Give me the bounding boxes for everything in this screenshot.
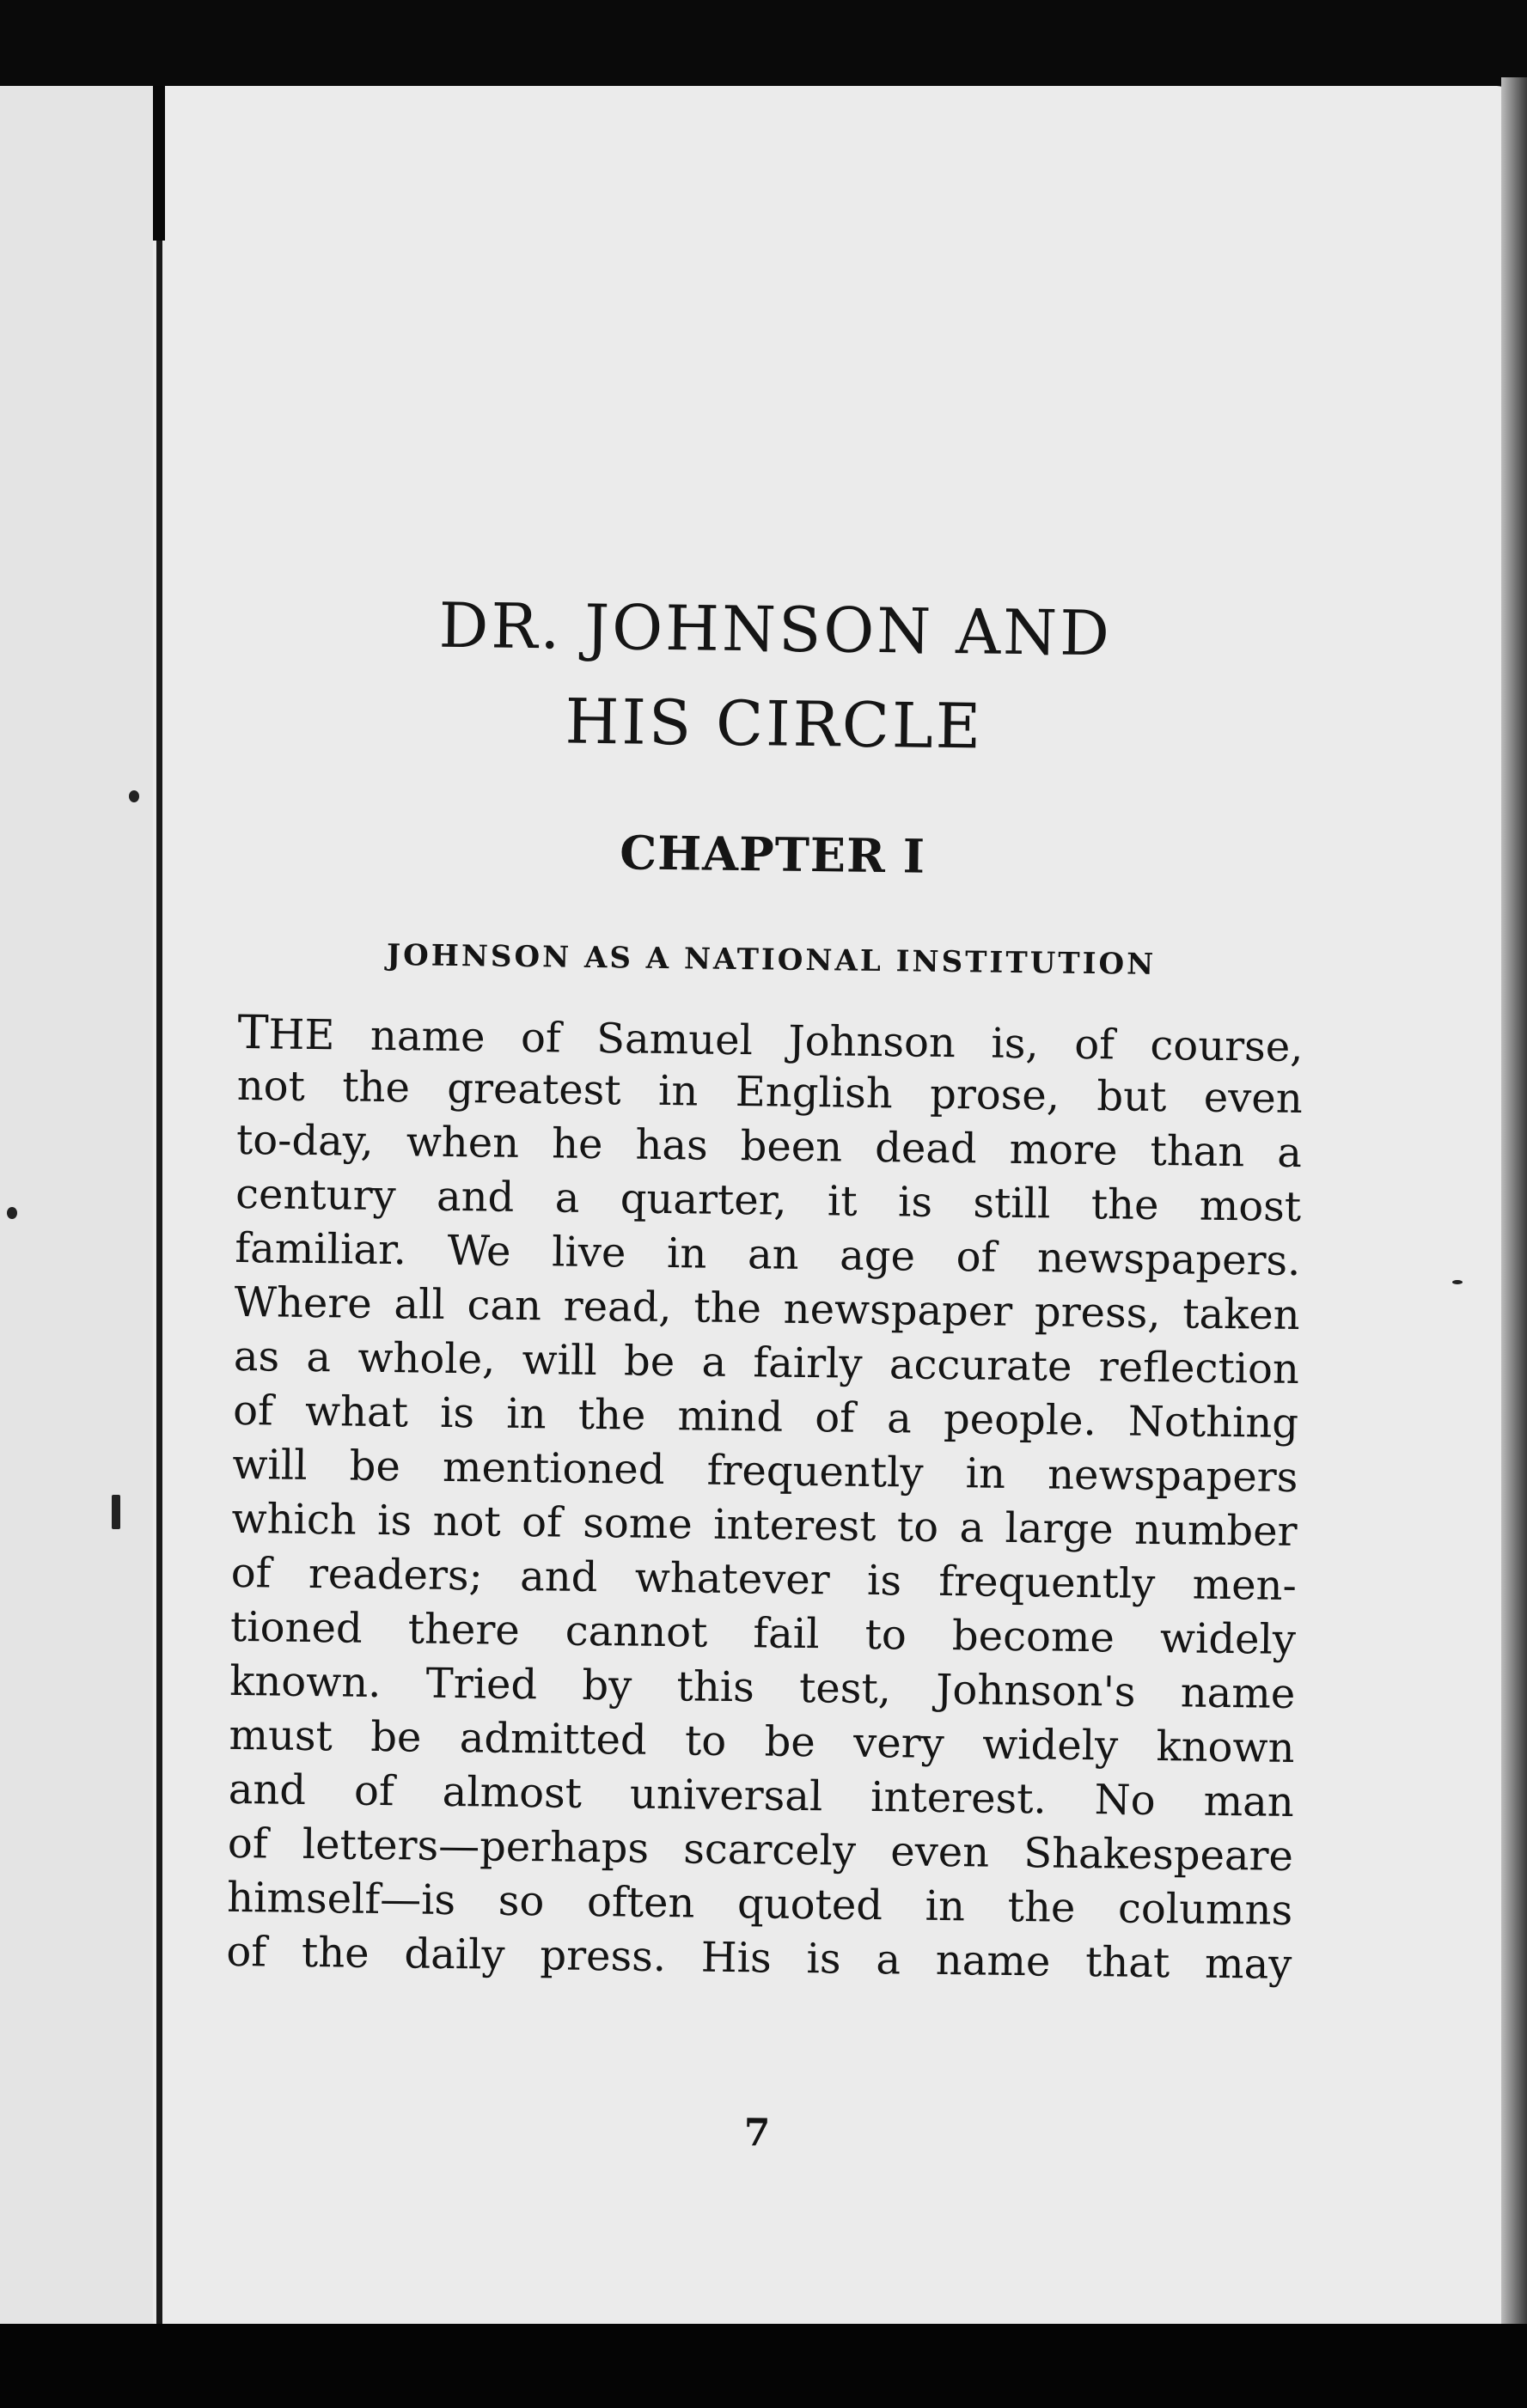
- chapter-title: JOHNSON AS A NATIONAL INSTITUTION: [386, 938, 1157, 982]
- text-line: will be mentioned frequently in newspapers: [232, 1440, 1298, 1503]
- text-line: and of almost universal interest. No man: [228, 1765, 1295, 1826]
- text-line: not the greatest in English prose, but even: [236, 1061, 1304, 1124]
- book-gutter: [156, 86, 162, 2328]
- text-line: of readers; and whatever is frequently men-: [230, 1548, 1298, 1611]
- facing-page-edge: [0, 86, 153, 2328]
- speck: [129, 790, 139, 802]
- book-page: [0, 86, 1512, 2328]
- text-line: of what is in the mind of a people. Nothing: [232, 1386, 1299, 1448]
- book-title-line-1: DR. JOHNSON AND: [438, 588, 1113, 670]
- text-line: tioned there cannot fail to become widely: [229, 1602, 1297, 1665]
- text-line: of the daily press. His is a name that may: [226, 1927, 1292, 1989]
- text-line: familiar. We live in an age of newspapers.: [235, 1223, 1301, 1286]
- text-line: Where all can read, the newspaper press, taken: [234, 1277, 1300, 1340]
- text-line: known. Tried by this test, Johnson's name: [229, 1656, 1296, 1719]
- body-paragraph: [226, 1005, 1304, 1992]
- text-line: which is not of some interest to a large number: [231, 1494, 1298, 1557]
- speck: [1452, 1280, 1463, 1284]
- text-line: as a whole, will be a fairly accurate reflection: [233, 1332, 1300, 1394]
- book-title-line-2: HIS CIRCLE: [565, 685, 984, 763]
- speck: [112, 1495, 120, 1529]
- page-number: 7: [743, 2111, 771, 2155]
- book-gutter-top: [153, 86, 165, 241]
- page-text: [226, 86, 1315, 2155]
- text-line: century and a quarter, it is still the most: [235, 1169, 1302, 1232]
- text-line: to-day, when he has been dead more than a: [235, 1115, 1303, 1178]
- text-line: must be admitted to be very widely known: [229, 1710, 1295, 1773]
- scan-border: [0, 2324, 1527, 2408]
- speck: [7, 1207, 17, 1219]
- text-line: of letters—perhaps scarcely even Shakespeare: [227, 1819, 1294, 1881]
- chapter-heading: CHAPTER I: [619, 825, 926, 884]
- page-edge-shadow: [1501, 77, 1527, 2328]
- text-line: THE name of Samuel Johnson is, of course,: [237, 1004, 1304, 1072]
- text-line: himself—is so often quoted in the columns: [226, 1873, 1293, 1935]
